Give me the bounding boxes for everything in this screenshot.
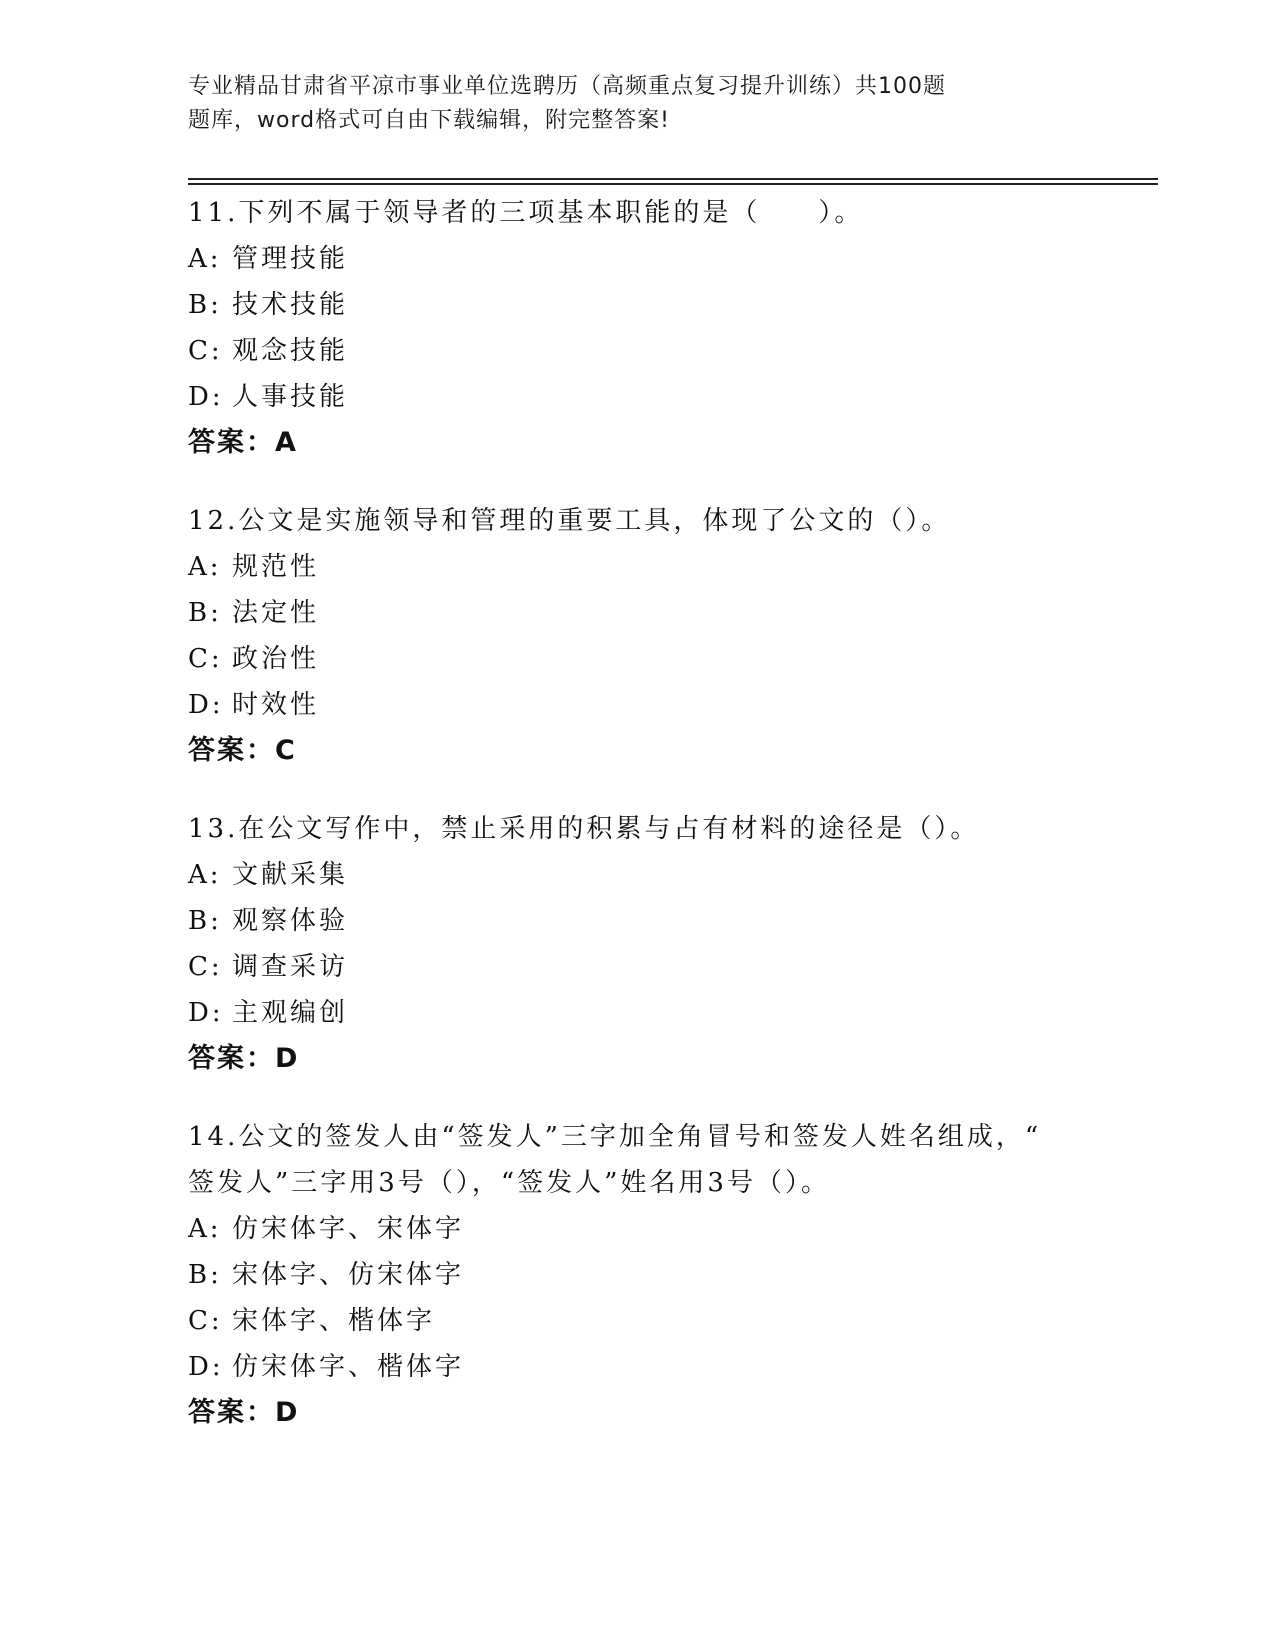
question-13	[188, 806, 1168, 1082]
option-letter: D:	[188, 998, 224, 1028]
option-text: 管理技能	[232, 244, 349, 274]
answer-line: 答案：D	[188, 1397, 300, 1428]
option-text: 宋体字、楷体字	[232, 1306, 436, 1336]
question-stem-line-2: 签发人”三字用3号（），“签发人”姓名用3号（）。	[188, 1168, 830, 1198]
option-letter: D:	[188, 1352, 224, 1382]
option-letter: A:	[188, 1214, 222, 1244]
option-text: 时效性	[232, 690, 320, 720]
answer-line: 答案：A	[188, 427, 298, 458]
option-letter: C:	[188, 1306, 223, 1336]
option-letter: B:	[188, 290, 222, 320]
option-b	[188, 282, 1168, 328]
answer-line: 答案：C	[188, 735, 297, 766]
option-text: 观察体验	[232, 906, 349, 936]
option-letter: B:	[188, 1260, 222, 1290]
option-c	[188, 944, 1168, 990]
option-a	[188, 544, 1168, 590]
option-text: 技术技能	[232, 290, 349, 320]
header-line-1: 专业精品甘肃省平凉市事业单位选聘历（高频重点复习提升训练）共100题	[188, 74, 946, 99]
header-divider-top	[188, 178, 1158, 180]
option-letter: B:	[188, 598, 222, 628]
option-letter: A:	[188, 552, 222, 582]
option-letter: A:	[188, 860, 222, 890]
option-letter: C:	[188, 952, 223, 982]
option-a	[188, 1206, 1168, 1252]
option-text: 仿宋体字、楷体字	[232, 1352, 465, 1382]
option-letter: D:	[188, 382, 224, 412]
option-letter: D:	[188, 690, 224, 720]
question-stem: 11.下列不属于领导者的三项基本职能的是（ ）。	[188, 198, 864, 228]
option-a	[188, 236, 1168, 282]
option-c	[188, 328, 1168, 374]
question-stem: 13.在公文写作中，禁止采用的积累与占有材料的途径是（）。	[188, 814, 980, 844]
option-text: 观念技能	[232, 336, 349, 366]
option-d	[188, 374, 1168, 420]
option-text: 人事技能	[232, 382, 349, 412]
option-c	[188, 636, 1168, 682]
option-text: 法定性	[232, 598, 320, 628]
option-c	[188, 1298, 1168, 1344]
question-stem: 12.公文是实施领导和管理的重要工具，体现了公文的（）。	[188, 506, 951, 536]
option-b	[188, 1252, 1168, 1298]
option-text: 宋体字、仿宋体字	[232, 1260, 465, 1290]
option-text: 仿宋体字、宋体字	[232, 1214, 465, 1244]
question-list	[188, 190, 1168, 1468]
option-b	[188, 590, 1168, 636]
option-d	[188, 682, 1168, 728]
option-text: 文献采集	[232, 860, 349, 890]
option-letter: C:	[188, 644, 223, 674]
document-header	[188, 70, 1038, 138]
question-12	[188, 498, 1168, 774]
option-letter: B:	[188, 906, 222, 936]
option-letter: C:	[188, 336, 223, 366]
option-b	[188, 898, 1168, 944]
option-letter: A:	[188, 244, 222, 274]
option-a	[188, 852, 1168, 898]
question-stem-line-1: 14.公文的签发人由“签发人”三字加全角冒号和签发人姓名组成，“	[188, 1122, 1042, 1152]
option-text: 调查采访	[232, 952, 349, 982]
question-14	[188, 1114, 1168, 1436]
answer-line: 答案：D	[188, 1043, 300, 1074]
option-d	[188, 1344, 1168, 1390]
option-text: 政治性	[232, 644, 320, 674]
header-divider-bottom	[188, 183, 1158, 185]
option-d	[188, 990, 1168, 1036]
option-text: 规范性	[232, 552, 320, 582]
option-text: 主观编创	[232, 998, 349, 1028]
question-11	[188, 190, 1168, 466]
header-line-2: 题库，word格式可自由下载编辑，附完整答案!	[188, 108, 670, 133]
